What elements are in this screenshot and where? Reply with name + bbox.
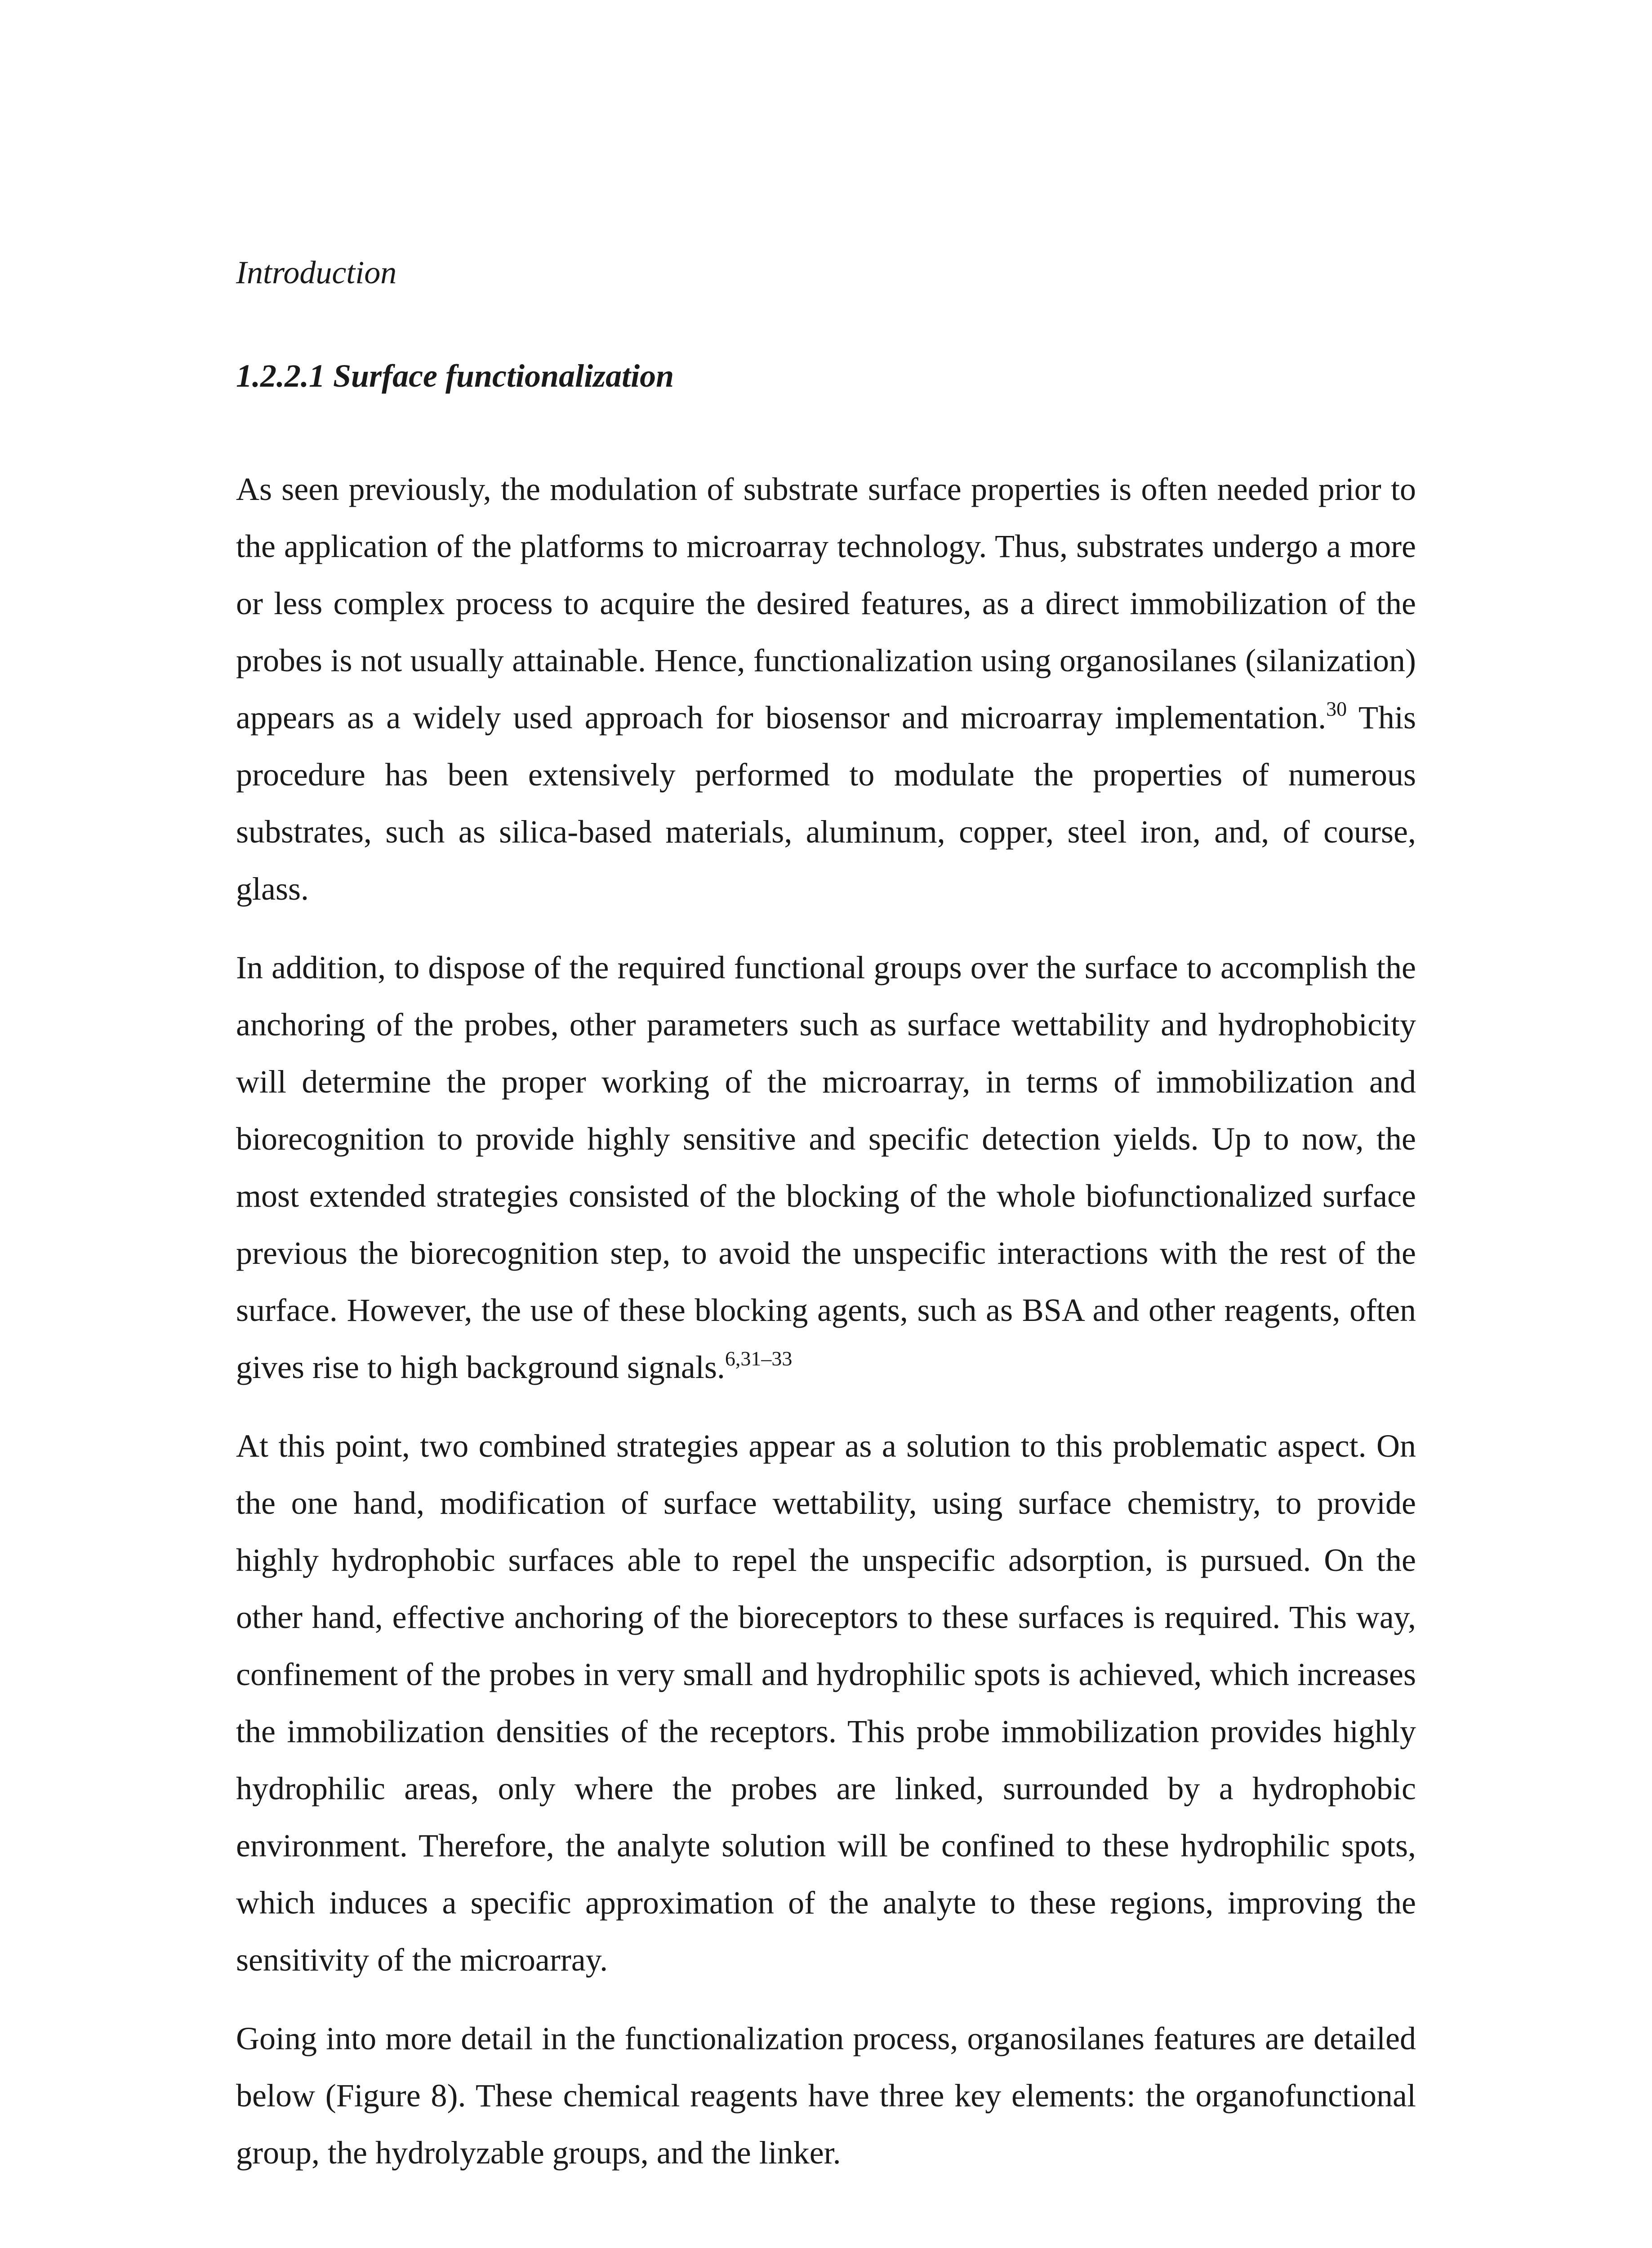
section-heading: 1.2.2.1 Surface functionalization: [236, 358, 674, 394]
citation-ref: 30: [1326, 697, 1347, 720]
paragraph-4: Going into more detail in the functionalization process, organosilanes features are detailed below (Figure 8). These chemical reagents have three key elements: the organofunctional group, the hydrolyzable groups, and the linker.: [236, 2021, 1416, 2171]
paragraph-1-text-continued: This procedure has been extensively performed to modulate the properties of numerous substrates, such as silica-based materials, aluminum, copper, steel iron, and, of course, glass.: [236, 700, 1416, 907]
body-text: [236, 461, 1416, 2203]
paragraph-2-text: In addition, to dispose of the required functional groups over the surface to accomplish the anchoring of the probes, other parameters such as surface wettability and hydrophobicity will determine the proper working of the microarray, in terms of immobilization and biorecognition to provide highly sensitive and specific detection yields. Up to now, the most extended strategies consisted of the blocking of the whole biofunctionalized surface previous the biorecognition step, to avoid the unspecific interactions with the rest of the surface. However, the use of these blocking agents, such as BSA and other reagents, often gives rise to high background signals.: [236, 950, 1416, 1385]
paragraph-1: [236, 461, 1416, 918]
paragraph-3: At this point, two combined strategies appear as a solution to this problematic aspect. On the one hand, modification of surface wettability, using surface chemistry, to provide highly hydrophobic surfaces able to repel the unspecific adsorption, is pursued. On the other hand, effective anchoring of the bioreceptors to these surfaces is required. This way, confinement of the probes in very small and hydrophilic spots is achieved, which increases the immobilization densities of the receptors. This probe immobilization provides highly hydrophilic areas, only where the probes are linked, surrounded by a hydrophobic environment. Therefore, the analyte solution will be confined to these hydrophilic spots, which induces a specific approximation of the analyte to these regions, improving the sensitivity of the microarray.: [236, 1428, 1416, 1978]
citation-ref: 6,31–33: [725, 1347, 793, 1370]
running-header: Introduction: [236, 254, 397, 290]
paragraph-2: [236, 939, 1416, 1396]
paragraph-1-text: As seen previously, the modulation of substrate surface properties is often needed prior to the application of the platforms to microarray technology. Thus, substrates undergo a more or less complex process to acquire the desired features, as a direct immobilization of the probes is not usually attainable. Hence, functionalization using organosilanes (silanization) appears as a widely used approach for biosensor and microarray implementation.: [236, 471, 1416, 736]
